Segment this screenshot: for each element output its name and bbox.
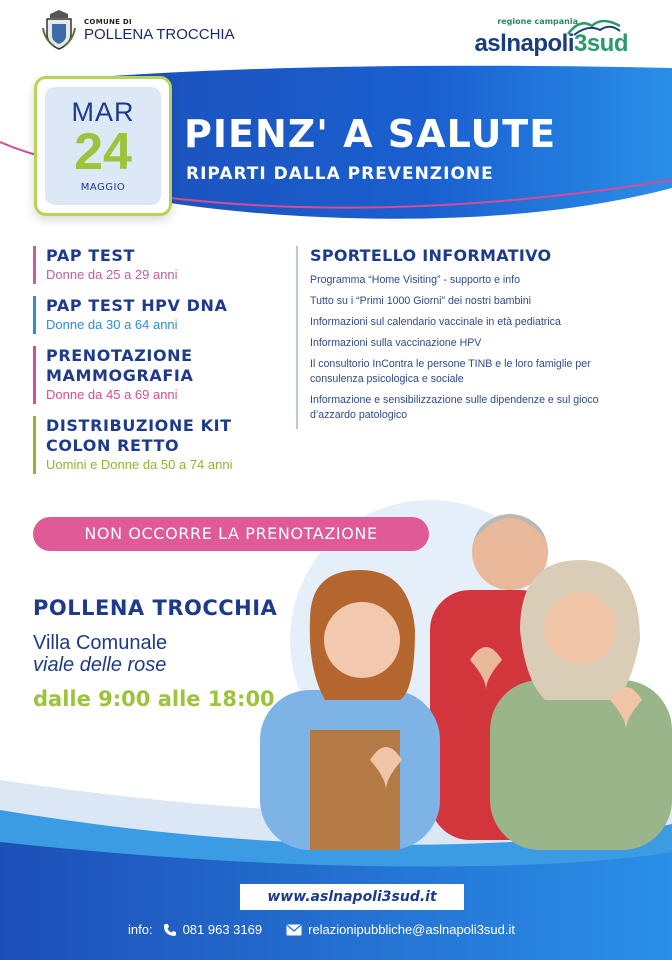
comune-name: POLLENA TROCCHIA: [84, 25, 235, 43]
service-target: Uomini e Donne da 50 a 74 anni: [46, 457, 233, 472]
service-item: [33, 346, 283, 404]
service-target: Donne da 25 a 29 anni: [46, 267, 178, 282]
date-weekday: MAR: [71, 97, 135, 127]
service-name: PRENOTAZIONE MAMMOGRAFIA: [46, 346, 194, 385]
date-day: 24: [74, 123, 132, 181]
info-item: Programma “Home Visiting” - supporto e info: [310, 274, 520, 286]
coat-of-arms-icon: [42, 10, 76, 50]
comune-logo: [42, 10, 235, 50]
service-item: [33, 416, 283, 474]
event-date-badge: [34, 76, 172, 216]
info-item: Informazioni sul calendario vaccinale in età pediatrica: [310, 316, 561, 328]
service-target: Donne da 45 a 69 anni: [46, 387, 178, 402]
phone-icon: [163, 923, 177, 937]
phone-number[interactable]: 081 963 3169: [182, 922, 263, 937]
event-city: POLLENA TROCCHIA: [33, 596, 278, 620]
info-desk: [296, 246, 646, 429]
services-list: [33, 246, 283, 486]
event-venue: Villa Comunale: [33, 632, 168, 654]
service-target: Donne da 30 a 64 anni: [46, 317, 178, 332]
event-hours: dalle 9:00 alle 18:00: [33, 687, 275, 711]
asl-logo: [474, 14, 648, 62]
no-booking-notice: NON OCCORRE LA PRENOTAZIONE: [33, 517, 429, 551]
comune-label: COMUNE DI: [84, 17, 132, 26]
event-street: viale delle rose: [33, 654, 167, 676]
date-month: MAGGIO: [80, 182, 126, 193]
info-label: info:: [128, 922, 153, 937]
asl-wordmark: aslnapoli3sud: [474, 30, 628, 57]
info-item: Informazioni sulla vaccinazione HPV: [310, 337, 482, 349]
service-name: PAP TEST HPV DNA: [46, 296, 228, 315]
mail-icon: [286, 924, 302, 936]
service-name: PAP TEST: [46, 246, 136, 265]
service-item: [33, 246, 283, 284]
website-link[interactable]: www.aslnapoli3sud.it: [240, 884, 464, 910]
info-item: Il consultorio InContra le persone TINB e le loro famiglie per consulenza psicologica e sociale: [310, 358, 591, 385]
service-name: DISTRIBUZIONE KIT COLON RETTO: [46, 416, 232, 455]
email-address[interactable]: relazionipubbliche@aslnapoli3sud.it: [308, 922, 515, 937]
info-item: Tutto su i “Primi 1000 Giorni” dei nostri bambini: [310, 295, 531, 307]
info-item: Informazione e sensibilizzazione sulle dipendenze e sul gioco d’azzardo patologico: [310, 394, 599, 421]
service-item: [33, 296, 283, 334]
contact-bar: [128, 922, 515, 937]
campaign-title: PIENZ' A SALUTE: [184, 112, 557, 156]
region-label: regione campania: [497, 17, 578, 26]
campaign-subtitle: RIPARTI DALLA PREVENZIONE: [186, 164, 494, 184]
info-title: SPORTELLO INFORMATIVO: [310, 246, 552, 265]
